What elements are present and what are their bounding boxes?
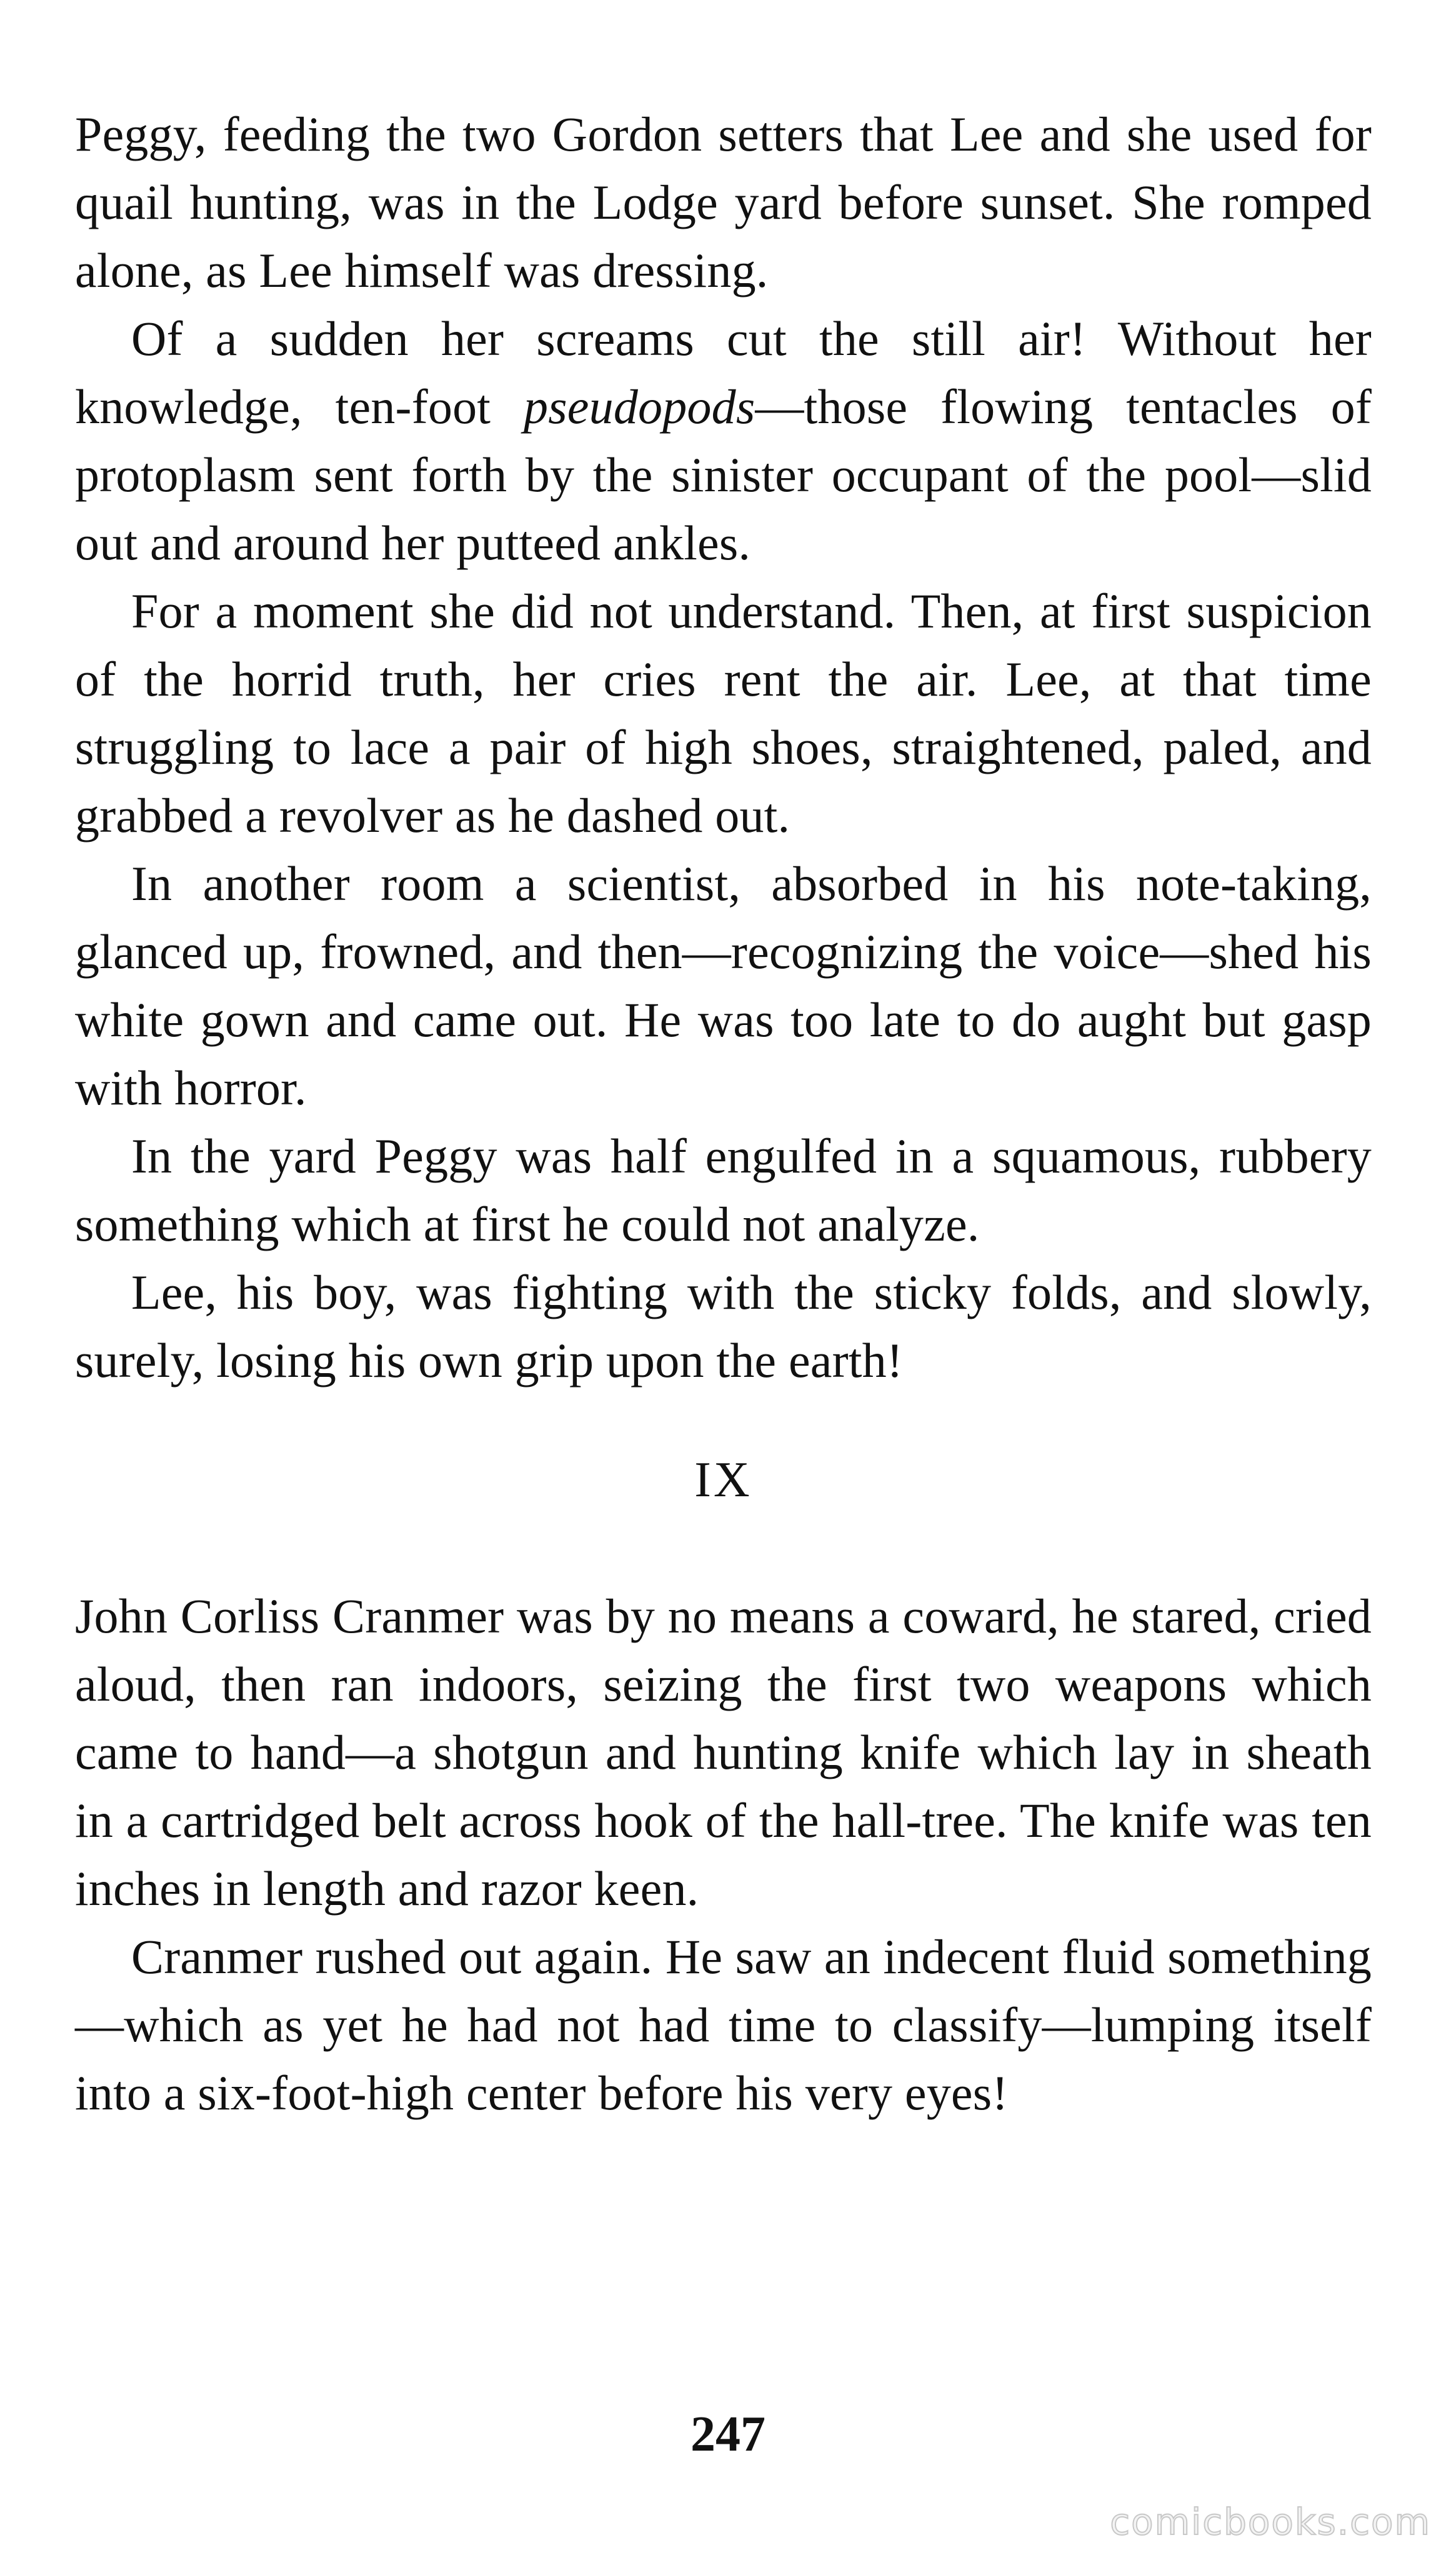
chapter-heading: IX <box>694 1452 752 1508</box>
paragraph-peggy-feeding: Peggy, feeding the two Gordon setters that Lee and she used for quail hunting, was in the Lodge yard before sunset. She romped alone, as Lee himself was dressing. <box>75 107 1372 298</box>
paragraph-cranmer-coward: John Corliss Cranmer was by no means a coward, he stared, cried aloud, then ran indoors, seizing the first two weapons which came to hand—a shotgun and hunting knife which lay in sheath in a cartridged belt across hook of the hall-tree. The knife was ten inches in length and razor keen. <box>75 1589 1372 1916</box>
paragraph-screams <box>75 304 1372 577</box>
paragraph-screams-start: Of a sudden her screams cut the still air! Without her knowledge, ten-foot <box>75 311 1372 434</box>
paragraph-scientist: In another room a scientist, absorbed in his note-taking, glanced up, frowned, and then—recognizing the voice—shed his white gown and came out. He was too late to do aught but gasp with horror. <box>75 856 1372 1115</box>
paragraph-lee-fighting: Lee, his boy, was fighting with the sticky folds, and slowly, surely, losing his own grip upon the earth! <box>75 1265 1372 1388</box>
page-number: 247 <box>691 2407 765 2462</box>
paragraph-screams-italic-term: pseudopods <box>524 379 755 434</box>
paragraph-yard: In the yard Peggy was half engulfed in a squamous, rubbery something which at first he could not analyze. <box>75 1129 1372 1251</box>
page-body <box>75 100 1372 2127</box>
paragraph-screams-end: —those flowing tentacles of protoplasm sent forth by the sinister occupant of the pool—slid out and around her putteed ankles. <box>75 379 1372 570</box>
paragraph-cranmer-rushed: Cranmer rushed out again. He saw an indecent fluid something—which as yet he had not had time to classify—lumping itself into a six-foot-high center before his very eyes! <box>75 1929 1372 2120</box>
watermark-logo: comicbooks.com <box>1110 2501 1431 2543</box>
paragraph-moment: For a moment she did not understand. Then, at first suspicion of the horrid truth, her cries rent the air. Lee, at that time struggling to lace a pair of high shoes, straightened, paled, and grabbed a revolver as he dashed out. <box>75 584 1372 842</box>
